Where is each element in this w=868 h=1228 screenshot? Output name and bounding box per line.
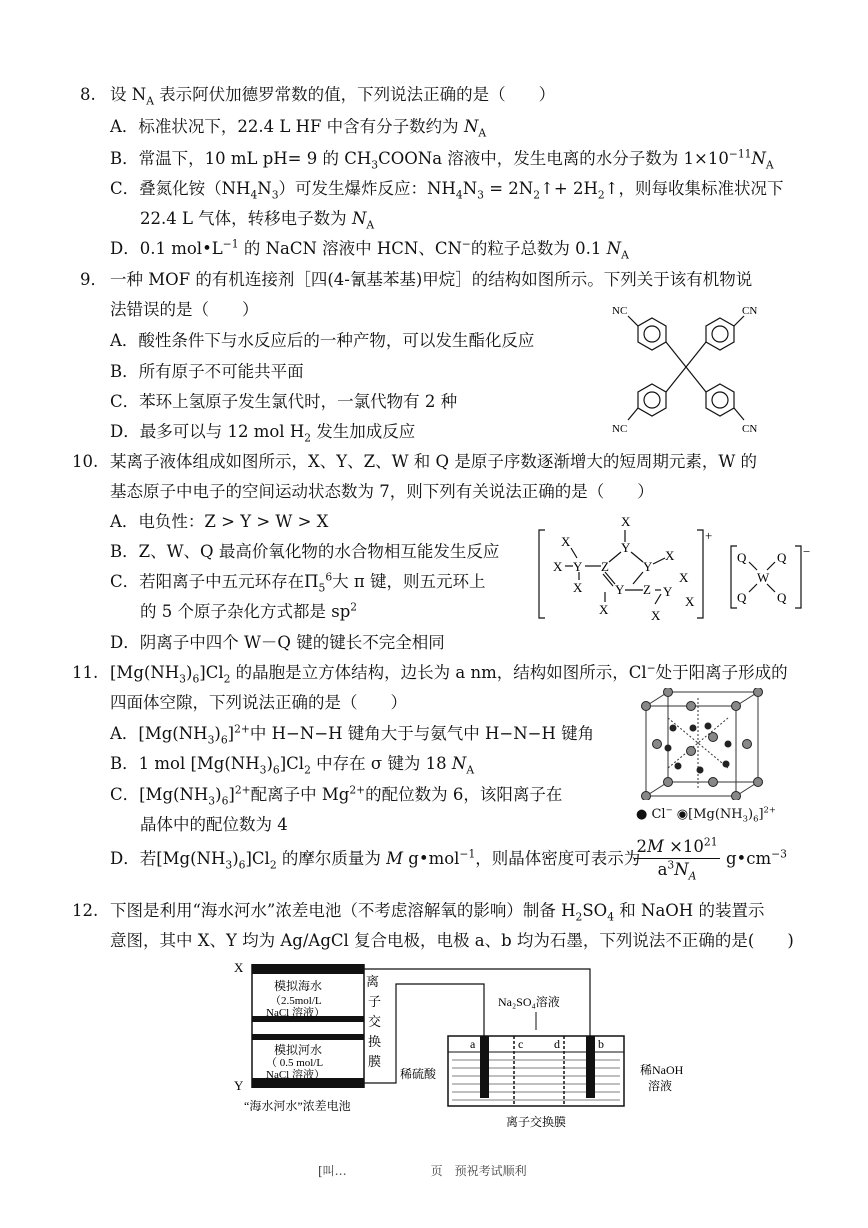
q10-atom-x9: X [651,608,661,623]
q11-option-c-line1: C．$[Mg(NH_3)_6]^{2+}$配离子中 $Mg^{2+}$的配位数为 6，该阳离子在 [110,783,563,808]
q10-atom-q2: Q [777,550,787,565]
q12-h2so4-label: 稀硫酸 [400,1067,437,1081]
q10-atom-x2: X [553,559,563,574]
q10-atom-q4: Q [777,590,787,605]
q11-density-numerator: $2M \times 10^{21}$ [634,836,720,859]
q12-sea-line3: NaCl 溶液） [266,1007,325,1019]
q9-option-c: C．苯环上氢原子发生氯代时，一氯代物有 2 种 [110,392,458,411]
q12-na2so4-label: Na₂SO₄溶液 [498,995,560,1009]
q12-river-line2: （ 0.5 mol/L [266,1057,324,1069]
q8-number: 8. [80,85,96,104]
q12-membrane-char-5: 膜 [368,1054,382,1069]
q10-atom-q3: Q [737,590,747,605]
q12-battery-caption: “海水河水”浓差电池 [244,1099,351,1113]
q9-number: 9． [80,270,107,289]
q10-option-c-line2: 的 5 个原子杂化方式都是 $sp^2$ [140,600,358,621]
q12-membrane-char-1: 离 [366,974,380,989]
q12-sea-line1: 模拟海水 [274,979,323,993]
q10-option-d: D．阴离子中四个 W－Q 键的键长不完全相同 [110,633,445,652]
q10-atom-x3: X [573,580,583,595]
q10-atom-y1: Y [573,559,583,574]
q10-atom-z2: Z [643,582,651,597]
q10-atom-y4: Y [615,582,625,597]
q9-stem-line1: 一种 MOF 的有机连接剂［四(4-氰基苯基)甲烷］的结构如图所示。下列关于该有机物说 [110,270,753,289]
q11-density-unit: $g•cm^{-3}$ [726,847,787,868]
q9-option-d: D．最多可以与 12 mol $H_2$ 发生加成反应 [110,422,416,445]
q8-option-d: D．0.1 $mol•L^{-1}$ 的 NaCN 溶液中 HCN、CN−的粒子总数为 0.1 $N_A$ [110,237,629,262]
q12-exchange-membrane-label: 离子交换膜 [506,1115,567,1129]
q12-label-y: Y [234,1078,244,1093]
q10-atom-y5: Y [663,584,673,599]
q12-river-line3: NaCl 溶液） [266,1069,325,1081]
q9-cn-label-2: CN [742,305,758,317]
q11-density-fraction [634,836,720,881]
q12-label-x: X [234,960,244,975]
q11-option-d: D．若$[Mg(NH_3)_6]Cl_2$ 的摩尔质量为 M g•mol$^{-1}$，则晶体密度可表示为 [110,847,641,872]
q10-ionic-liquid-figure [535,510,825,625]
page-footer: [叫… 页 预祝考试顺利 [318,1164,527,1178]
q10-option-b: B．Z、W、Q 最高价氧化物的水合物相互能发生反应 [110,542,500,561]
q12-electrode-b: b [598,1037,604,1051]
q10-stem-line2: 基态原子中电子的空间运动状态数为 7，则下列有关说法正确的是（ ） [110,482,654,501]
q9-cn-label-4: CN [742,423,758,435]
q12-naoh-line2: 溶液 [648,1079,673,1093]
q10-atom-x7: X [685,594,695,609]
q10-option-c-line1: C．若阳离子中五元环存在$\Pi_5^6$大 π 键，则五元环上 [110,570,486,595]
q10-atom-x5: X [665,548,675,563]
q12-chamber-c: c [518,1037,524,1051]
q11-number: 11. [72,663,99,682]
q12-membrane-char-3: 交 [368,1014,382,1029]
q10-atom-x1: X [561,534,571,549]
q12-electrode-a: a [470,1037,476,1051]
q11-unit-cell-figure [638,688,778,800]
q11-stem-line1: $[Mg(NH_3)_6]Cl_2$ 的晶胞是立方体结构，边长为 a nm，结构如图所示，Cl−处于阳离子形成的 [110,661,788,686]
q10-atom-q1: Q [737,550,747,565]
q8-option-c-line1: C．叠氮化铵$(NH_4N_3)$可发生爆炸反应：$NH_4N_3$ = $2N_2↑+$ $2H_2↑$，则每收集标准状况下 [110,179,784,202]
q10-atom-w: W [757,570,770,585]
q8-option-a: A．标准状况下，22.4 L HF 中含有分子数约为 $N_A$ [110,117,487,140]
q10-option-a: A．电负性：Z > Y > W > X [110,512,329,531]
q12-river-line1: 模拟河水 [274,1043,323,1057]
q9-structure-figure [600,300,780,440]
q12-membrane-char-4: 换 [368,1034,382,1049]
q12-number: 12. [72,901,99,920]
q10-atom-z1: Z [601,559,609,574]
q10-atom-x4: X [621,514,631,529]
q12-stem-line1: 下图是利用“海水河水”浓差电池（不考虑溶解氧的影响）制备 $H_2SO_4$ 和 NaOH 的装置示 [110,901,765,924]
q8-option-b: B．常温下，10 mL pH= 9 的 $CH_3COONa$ 溶液中，发生电离的水分子数为 $1\times 10^{-11}N_A$ [110,147,774,172]
q12-membrane-label [366,974,381,1069]
q9-cn-label-1: NC [612,305,628,317]
q10-cation-charge: + [705,528,713,543]
q10-number: 10. [72,452,99,471]
q9-stem-line2: 法错误的是（ ） [110,300,259,319]
q11-option-a: A．$[Mg(NH_3)_6]^{2+}$中 H−N−H 键角大于与氨气中 H−N−H 键角 [110,722,595,747]
q12-membrane-char-2: 子 [368,994,382,1009]
q10-atom-x8: X [599,602,609,617]
q10-stem-line1: 某离子液体组成如图所示，X、Y、Z、W 和 Q 是原子序数逐渐增大的短周期元素，W 的 [110,452,758,471]
q11-option-c-line2: 晶体中的配位数为 4 [140,815,288,834]
q8-option-c-line2: 22.4 L 气体，转移电子数为 $N_A$ [140,209,375,232]
q11-stem-line2: 四面体空隙，下列说法正确的是（ ） [110,693,407,712]
q12-sea-line2: （2.5mol/L [270,995,322,1007]
q9-cn-label-3: NC [612,423,628,435]
q12-chamber-d: d [554,1037,560,1051]
q11-option-b: B．1 mol $[Mg(NH_3)_6]Cl_2$ 中存在 σ 键为 18 $N_A$ [110,754,475,777]
q10-anion-charge: − [803,544,811,559]
q12-naoh-line1: 稀NaOH [640,1063,684,1077]
q12-apparatus-figure [230,956,710,1166]
q12-stem-line2: 意图，其中 X、Y 均为 Ag/AgCl 复合电极，电极 a、b 均为石墨，下列说法不正确的是( ) [110,931,794,950]
q10-atom-x6: X [679,570,689,585]
q10-atom-y3: Y [643,559,653,574]
q11-density-denominator: $a^3N_A$ [657,858,697,883]
q8-stem: 设 $N_A$ 表示阿伏加德罗常数的值，下列说法正确的是（ ） [110,85,556,108]
q9-option-a: A．酸性条件下与水反应后的一种产物，可以发生酯化反应 [110,331,535,350]
q11-figure-legend: ● Cl− $◉[Mg(NH_3)_6]^{2+}$ [636,804,776,824]
q9-option-b: B．所有原子不可能共平面 [110,362,304,381]
q10-atom-y2: Y [621,540,631,555]
